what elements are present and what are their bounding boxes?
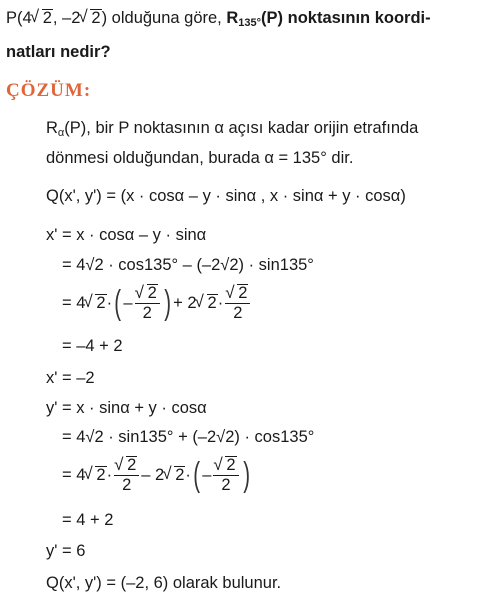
text-line-2: dönmesi olduğundan, burada α = 135° dir. — [46, 149, 354, 167]
text-line-1: $R_\alpha(P)$, bir P noktasının α açısı kadar orijin etrafında — [46, 119, 419, 139]
y-result: y' = 6 — [46, 542, 86, 560]
x-definition: x' = x · cosα – y · sinα — [46, 226, 207, 244]
x-step-3: = –4 + 2 — [62, 337, 123, 355]
sqrt-symbol: √ 2 — [32, 8, 53, 28]
fraction: √ $\frac{2}{2}$ — [135, 284, 160, 323]
x-result: x' = –2 — [46, 369, 95, 387]
fraction: √ $\frac{2}{2}$ — [213, 456, 238, 495]
conclusion: Q(x', y') = (–2, 6) olarak bulunur. — [46, 574, 282, 592]
y-step-3: = 4 + 2 — [62, 511, 114, 529]
fraction: √ $\frac{2}{2}$ — [225, 284, 250, 323]
y-step-2: = 4 √ 2 · √ $\frac{2}{2}$ – 2 √ 2 · ( – √ $\frac{2}{2}$ ) — [62, 452, 252, 498]
rotation-formula: Q(x', y') = (x · cosα – y · sinα , x · sinα + y · cosα) — [46, 187, 406, 205]
solution-heading: ÇÖZÜM: — [6, 80, 92, 101]
sqrt-symbol: √ 2 — [80, 8, 101, 28]
question-line-1: P(4√ 2, –2√ 2) olduğuna göre, $R_{135^\circ}(P)$ noktasının koordi- — [6, 8, 431, 33]
y-step-1: = 4√2 · sin135° + (–2√2) · cos135° — [62, 428, 315, 446]
fraction: √ $\frac{2}{2}$ — [114, 456, 139, 495]
question-line-2: natları nedir? — [6, 43, 111, 61]
y-definition: y' = x · sinα + y · cosα — [46, 399, 207, 417]
x-step-2: = 4 √ 2 · ( – √ $\frac{2}{2}$ ) + 2 √ 2 · √ $\frac{2}{2}$ — [62, 280, 252, 326]
x-step-1: = 4√2 · cos135° – (–2√2) · sin135° — [62, 256, 314, 274]
